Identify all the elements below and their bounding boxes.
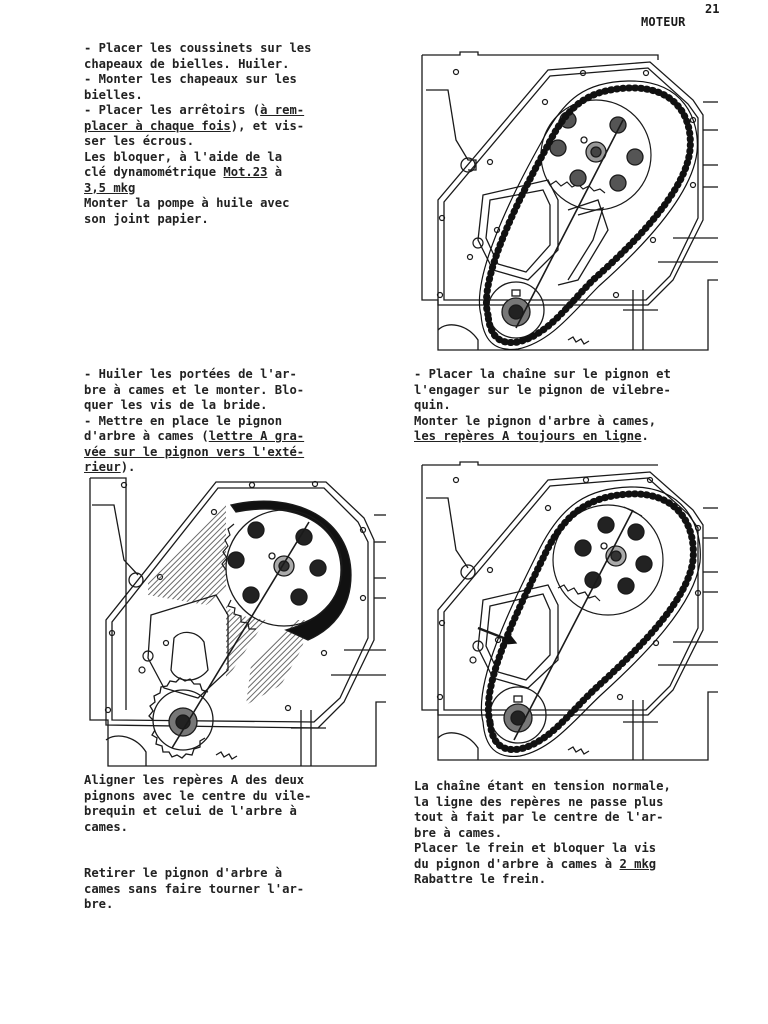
underlined-text: rieur xyxy=(84,460,121,474)
text-line xyxy=(414,826,671,842)
text-line xyxy=(84,41,311,57)
text-line xyxy=(414,810,671,826)
text-block-align-marks xyxy=(84,773,311,835)
text-line xyxy=(84,212,311,228)
underlined-text: les repères A toujours en ligne xyxy=(414,429,642,443)
text-line xyxy=(84,181,311,197)
text-segment: - Placer la chaîne sur le pignon et xyxy=(414,367,671,381)
text-line xyxy=(414,429,671,445)
text-line xyxy=(84,165,311,181)
text-segment: Placer le frein et bloquer la vis xyxy=(414,841,657,855)
text-block-fit-chain xyxy=(414,367,671,445)
text-segment: ser les écrous. xyxy=(84,134,195,148)
page-number: 21 xyxy=(705,2,720,16)
text-line xyxy=(84,414,304,430)
text-line xyxy=(414,795,671,811)
text-segment: pignons avec le centre du vile- xyxy=(84,788,312,803)
underlined-text: Mot.23 xyxy=(223,165,268,179)
text-segment: l'engager sur le pignon de vilebre- xyxy=(414,382,671,397)
text-line xyxy=(84,57,311,73)
text-segment: cames. xyxy=(84,819,129,834)
text-segment: brequin et celui de l'arbre à xyxy=(84,804,297,818)
text-line xyxy=(84,103,311,119)
text-line xyxy=(84,773,311,789)
text-line xyxy=(84,196,311,212)
text-line xyxy=(84,445,304,461)
text-segment: - Monter les chapeaux sur les xyxy=(84,72,297,86)
text-line xyxy=(414,857,671,873)
text-line xyxy=(414,841,671,857)
text-line xyxy=(84,72,311,88)
underlined-text: placer à chaque fois xyxy=(84,118,231,133)
figure-chain-under-tension xyxy=(418,460,728,765)
underlined-text: lettre A gra- xyxy=(208,429,305,443)
text-segment: - Placer les coussinets sur les xyxy=(84,41,312,55)
text-segment: Monter la pompe à huile avec xyxy=(84,196,290,210)
text-line xyxy=(84,398,304,414)
text-segment: - Huiler les portées de l'ar- xyxy=(84,367,297,381)
text-line xyxy=(84,367,304,383)
text-line xyxy=(84,866,304,882)
text-segment: clé dynamométrique xyxy=(84,165,224,179)
text-segment: son joint papier. xyxy=(84,211,209,226)
text-line xyxy=(84,820,311,836)
text-segment: tout à fait par le centre de l'ar- xyxy=(414,810,664,824)
figure-sprockets-aligned xyxy=(86,470,391,770)
text-line xyxy=(414,872,671,888)
figure-chain-on-sprockets xyxy=(418,50,728,355)
text-segment: . xyxy=(641,429,649,443)
text-line xyxy=(84,897,304,913)
text-line xyxy=(414,414,671,430)
section-title: MOTEUR xyxy=(641,15,686,29)
text-line xyxy=(84,383,304,399)
text-line xyxy=(84,429,304,445)
text-line xyxy=(84,789,311,805)
text-segment: ). xyxy=(120,460,136,474)
text-block-install-bearing-caps xyxy=(84,41,311,227)
text-line xyxy=(414,779,671,795)
text-block-remove-sprocket xyxy=(84,866,304,913)
text-segment: chapeaux de bielles. Huiler. xyxy=(84,56,290,71)
text-line xyxy=(84,134,311,150)
text-segment: d'arbre à cames ( xyxy=(84,429,209,443)
text-segment: Les bloquer, à l'aide de la xyxy=(84,149,283,164)
text-segment: la ligne des repères ne passe plus xyxy=(414,794,664,809)
text-segment: ), et vis- xyxy=(230,118,305,133)
text-segment: à xyxy=(267,165,283,179)
text-segment: quin. xyxy=(414,398,451,412)
text-segment: Monter le pignon d'arbre à cames, xyxy=(414,413,657,428)
text-block-chain-tension xyxy=(414,779,671,888)
text-line xyxy=(84,88,311,104)
text-line xyxy=(414,398,671,414)
text-line xyxy=(414,383,671,399)
text-segment: Retirer le pignon d'arbre à xyxy=(84,866,283,880)
text-segment: Aligner les repères A des deux xyxy=(84,773,305,787)
text-segment: bre à cames et le monter. Blo- xyxy=(84,382,305,397)
text-segment: - Placer les arrêtoirs ( xyxy=(84,103,261,117)
underlined-text: vée sur le pignon vers l'exté- xyxy=(84,444,305,459)
text-segment: bre à cames. xyxy=(414,825,503,840)
text-segment: - Mettre en place le pignon xyxy=(84,413,283,428)
text-segment: Rabattre le frein. xyxy=(414,872,547,886)
underlined-text: 3,5 mkg xyxy=(84,180,136,195)
text-line xyxy=(84,150,311,166)
text-segment: bielles. xyxy=(84,87,143,102)
text-segment: bre. xyxy=(84,897,114,911)
underlined-text: 2 mkg xyxy=(619,856,657,871)
underlined-text: à rem- xyxy=(260,103,305,117)
text-segment: quer les vis de la bride. xyxy=(84,398,268,412)
text-line xyxy=(84,119,311,135)
text-line xyxy=(414,367,671,383)
text-line xyxy=(84,804,311,820)
text-line xyxy=(84,882,304,898)
text-segment: cames sans faire tourner l'ar- xyxy=(84,881,305,896)
text-block-install-camshaft xyxy=(84,367,304,476)
text-segment: du pignon d'arbre à cames à xyxy=(414,856,620,871)
text-segment: La chaîne étant en tension normale, xyxy=(414,779,671,793)
